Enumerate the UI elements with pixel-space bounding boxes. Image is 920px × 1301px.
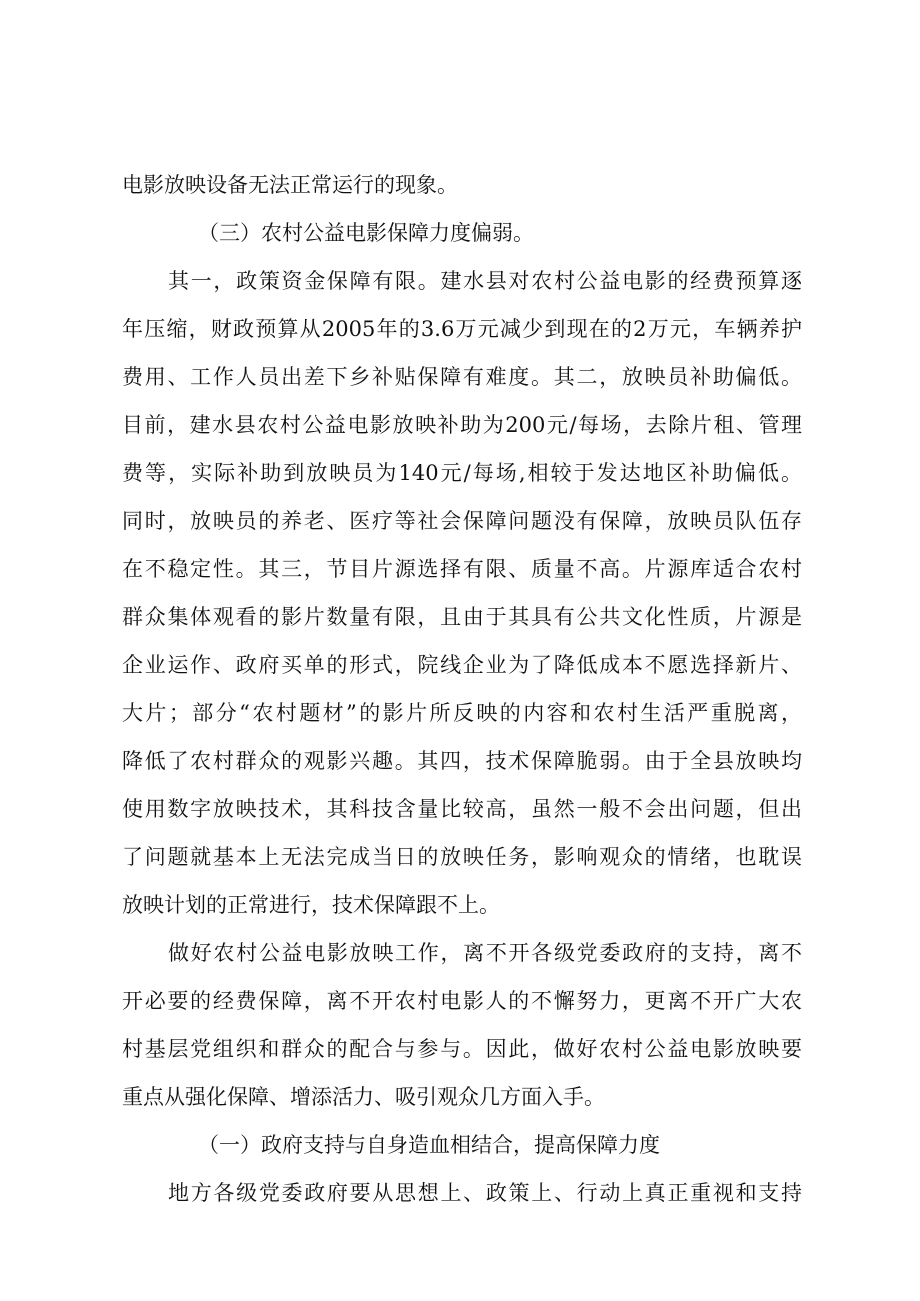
text-line: 了问题就基本上无法完成当日的放映任务，影响观众的情绪，也耽误 [122, 845, 802, 869]
text-line: 降低了农村群众的观影兴趣。其四，技术保障脆弱。由于全县放映均 [122, 749, 802, 773]
text-line: 企业运作、政府买单的形式，院线企业为了降低成本不愿选择新片、 [122, 653, 802, 677]
paragraph-first-line: 其一，政策资金保障有限。建水县对农村公益电影的经费预算逐 [168, 269, 802, 293]
text-line: 同时，放映员的养老、医疗等社会保障问题没有保障，放映员队伍存 [122, 509, 802, 533]
text-line: 电影放映设备无法正常运行的现象。 [122, 173, 458, 197]
text-line: 重点从强化保障、增添活力、吸引观众几方面入手。 [122, 1085, 605, 1109]
text-line: 使用数字放映技术，其科技含量比较高，虽然一般不会出问题，但出 [122, 797, 802, 821]
text-line: 在不稳定性。其三，节目片源选择有限、质量不高。片源库适合农村 [122, 557, 802, 581]
text-line: 大片；部分“农村题材”的影片所反映的内容和农村生活严重脱离， [122, 701, 802, 725]
paragraph-first-line: 做好农村公益电影放映工作，离不开各级党委政府的支持，离不 [168, 941, 802, 965]
text-line: 群众集体观看的影片数量有限，且由于其具有公共文化性质，片源是 [122, 605, 802, 629]
text-line: 放映计划的正常进行，技术保障跟不上。 [122, 893, 500, 917]
text-line: 费等，实际补助到放映员为140元/每场,相较于发达地区补助偏低。 [122, 461, 802, 485]
text-line: 村基层党组织和群众的配合与参与。因此，做好农村公益电影放映要 [122, 1037, 802, 1061]
text-line: 费用、工作人员出差下乡补贴保障有难度。其二，放映员补助偏低。 [122, 365, 802, 389]
section-heading: （三）农村公益电影保障力度偏弱。 [198, 221, 534, 245]
text-line: 目前，建水县农村公益电影放映补助为200元/每场，去除片租、管理 [122, 413, 802, 437]
text-line: 开必要的经费保障，离不开农村电影人的不懈努力，更离不开广大农 [122, 989, 802, 1013]
section-heading: （一）政府支持与自身造血相结合，提高保障力度 [198, 1133, 660, 1157]
text-line: 年压缩，财政预算从2005年的3.6万元减少到现在的2万元，车辆养护 [122, 317, 802, 341]
paragraph-first-line: 地方各级党委政府要从思想上、政策上、行动上真正重视和支持 [168, 1181, 802, 1205]
